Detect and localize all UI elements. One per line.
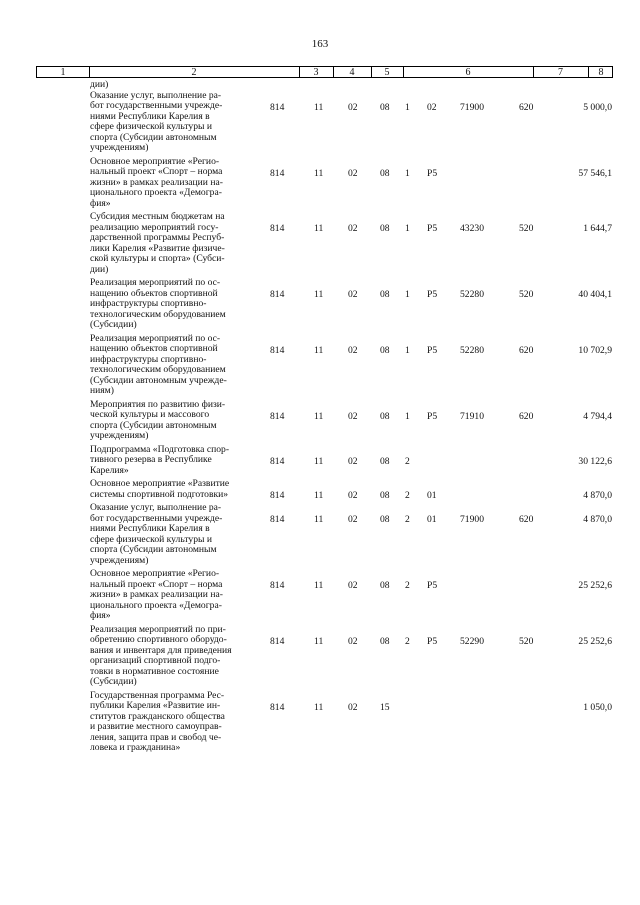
cell-7: 620	[519, 410, 534, 422]
cell-5: 02	[348, 490, 358, 501]
cell-6b: 2	[405, 514, 410, 525]
cell-4: 11	[314, 167, 324, 179]
cell-6a: 08	[380, 410, 390, 422]
cell-6d: 71900	[460, 514, 484, 525]
cell-3: 814	[270, 701, 285, 713]
cell-6b: 1	[405, 101, 410, 113]
cell-6a: 08	[380, 344, 390, 356]
cell-6c: 01	[427, 490, 437, 501]
cell-6b: 2	[405, 635, 410, 647]
cell-8: 5 000,0	[583, 101, 612, 113]
table-row	[0, 479, 640, 500]
cell-3: 814	[270, 490, 285, 501]
table-header	[36, 66, 613, 78]
row-name: Оказание услуг, выполнение ра- бот государственными учрежде- ниями Республики Карелия в сфере физической культуры и спорта (Субсидии автономным учреждениям)	[90, 89, 223, 153]
cell-6b: 2	[405, 490, 410, 501]
row-name: Основное мероприятие «Регио- нальный проект «Спорт – норма жизни» в рамках реализации на- ционального проекта «Демогра- фия»	[90, 568, 223, 621]
table-row	[0, 278, 640, 331]
cell-5: 02	[348, 580, 358, 591]
cell-6a: 08	[380, 167, 390, 179]
cell-6a: 08	[380, 289, 390, 300]
cell-6b: 1	[405, 167, 410, 179]
cell-8: 57 546,1	[578, 167, 612, 179]
cell-6d: 52280	[460, 289, 484, 300]
cell-6d: 52290	[460, 635, 484, 647]
cell-5: 02	[348, 223, 358, 234]
cell-6c: P5	[427, 167, 438, 179]
cell-7: 520	[519, 223, 534, 234]
cell-3: 814	[270, 455, 285, 467]
cell-6b: 1	[405, 410, 410, 422]
cell-6c: P5	[427, 635, 438, 647]
row-name: Основное мероприятие «Регио- нальный проект «Спорт – норма жизни» в рамках реализации на- ционального проекта «Демогра- фия»	[90, 155, 223, 209]
cell-5: 02	[348, 344, 358, 356]
cell-6a: 08	[380, 223, 390, 234]
cell-6b: 1	[405, 223, 410, 234]
cell-4: 11	[314, 701, 324, 713]
header-col-4: 4	[349, 67, 355, 78]
row-name: Оказание услуг, выполнение ра- бот государственными учрежде- ниями Республики Карелия в сфере физической культуры и спорта (Субсидии автономным учреждениям)	[90, 502, 223, 566]
header-col-5: 5	[384, 67, 390, 78]
cell-3: 814	[270, 410, 285, 422]
cell-3: 814	[270, 635, 285, 647]
cell-6d: 43230	[460, 223, 484, 234]
cell-3: 814	[270, 580, 285, 591]
cell-6a: 08	[380, 101, 390, 113]
row-name: Реализация мероприятий по при- обретению спортивного оборудо- вания и инвентаря для приведения организаций спортивной подго- товки в нормативное состояние (Субсидии)	[90, 623, 232, 687]
cell-4: 11	[314, 490, 324, 501]
cell-5: 02	[348, 289, 358, 300]
cell-8: 1 050,0	[583, 701, 612, 713]
table-row	[0, 80, 640, 91]
cell-8: 1 644,7	[583, 223, 612, 234]
cell-5: 02	[348, 167, 358, 179]
cell-6c: P5	[427, 344, 438, 356]
cell-6a: 08	[380, 580, 390, 591]
cell-4: 11	[314, 344, 324, 356]
cell-7: 520	[519, 289, 534, 300]
table-row	[0, 400, 640, 442]
cell-6b: 1	[405, 344, 410, 356]
table-row	[0, 503, 640, 566]
cell-5: 02	[348, 635, 358, 647]
cell-6a: 08	[380, 635, 390, 647]
cell-7: 620	[519, 344, 534, 356]
table-row	[0, 91, 640, 154]
cell-6a: 08	[380, 514, 390, 525]
cell-4: 11	[314, 514, 324, 525]
cell-6c: P5	[427, 410, 438, 422]
cell-8: 10 702,9	[578, 344, 612, 356]
header-col-8: 8	[598, 67, 604, 78]
table-body	[0, 80, 640, 757]
table-row	[0, 569, 640, 622]
cell-5: 02	[348, 514, 358, 525]
table-row	[0, 445, 640, 477]
cell-6d: 71910	[460, 410, 484, 422]
cell-5: 02	[348, 455, 358, 467]
cell-4: 11	[314, 101, 324, 113]
cell-6a: 08	[380, 455, 390, 467]
table-row	[0, 625, 640, 688]
cell-6c: P5	[427, 289, 438, 300]
table-row	[0, 212, 640, 275]
row-name: Основное мероприятие «Развитие системы спортивной подготовки»	[90, 478, 230, 500]
cell-7: 620	[519, 101, 534, 113]
cell-6c: 02	[427, 101, 437, 113]
cell-4: 11	[314, 635, 324, 647]
cell-8: 4 870,0	[583, 514, 612, 525]
cell-3: 814	[270, 101, 285, 113]
cell-7: 620	[519, 514, 534, 525]
cell-6c: P5	[427, 580, 438, 591]
cell-3: 814	[270, 514, 285, 525]
cell-8: 25 252,6	[578, 635, 612, 647]
cell-3: 814	[270, 167, 285, 179]
cell-8: 4 870,0	[583, 490, 612, 501]
cell-4: 11	[314, 410, 324, 422]
cell-8: 4 794,4	[583, 410, 612, 422]
cell-5: 02	[348, 410, 358, 422]
cell-6d: 71900	[460, 101, 484, 113]
cell-4: 11	[314, 455, 324, 467]
cell-6d: 52280	[460, 344, 484, 356]
header-col-6: 6	[465, 67, 471, 78]
table-row	[0, 691, 640, 754]
cell-3: 814	[270, 344, 285, 356]
row-name: дии)	[90, 79, 109, 90]
cell-6b: 1	[405, 289, 410, 300]
header-col-7: 7	[558, 67, 563, 78]
cell-6c: 01	[427, 514, 437, 525]
row-name: Реализация мероприятий по ос- нащению объектов спортивной инфраструктуры спортивно- технологическим оборудованием (Субсидии)	[90, 277, 226, 330]
cell-5: 02	[348, 701, 358, 713]
table-row	[0, 334, 640, 397]
header-col-1: 1	[60, 67, 66, 78]
cell-6b: 2	[405, 580, 410, 591]
cell-6c: P5	[427, 223, 438, 234]
cell-6b: 2	[405, 455, 410, 467]
row-name: Подпрограмма «Подготовка спор- тивного резерва в Республике Карелия»	[90, 443, 230, 476]
table-row	[0, 157, 640, 210]
cell-7: 520	[519, 635, 534, 647]
row-name: Реализация мероприятий по ос- нащению объектов спортивной инфраструктуры спортивно- технологическим оборудованием (Субсидии автономным учрежде- ниям)	[90, 332, 227, 396]
cell-8: 40 404,1	[578, 289, 612, 300]
row-name: Мероприятия по развитию физи- ческой культуры и массового спорта (Субсидии автономным учреждениям)	[90, 398, 226, 441]
cell-5: 02	[348, 101, 358, 113]
cell-4: 11	[314, 580, 324, 591]
header-col-3: 3	[313, 67, 319, 78]
cell-4: 11	[314, 289, 324, 300]
header-col-2: 2	[191, 67, 197, 78]
row-name: Субсидия местным бюджетам на реализацию мероприятий госу- дарственной программы Респуб- лики Карелия «Развитие физиче- ской культуры и спорта» (Субси- дии)	[90, 211, 225, 275]
page-number: 163	[311, 38, 329, 50]
cell-3: 814	[270, 289, 285, 300]
cell-8: 25 252,6	[578, 580, 612, 591]
cell-4: 11	[314, 223, 324, 234]
cell-6a: 15	[380, 701, 390, 713]
row-name: Государственная программа Рес- публики Карелия «Развитие ин- ститутов гражданского общества и развитие местного самоуправ- ления, защита прав и свобод че- ловека и гражданина»	[90, 689, 225, 753]
cell-6a: 08	[380, 490, 390, 501]
cell-8: 30 122,6	[578, 455, 612, 467]
cell-3: 814	[270, 223, 285, 234]
